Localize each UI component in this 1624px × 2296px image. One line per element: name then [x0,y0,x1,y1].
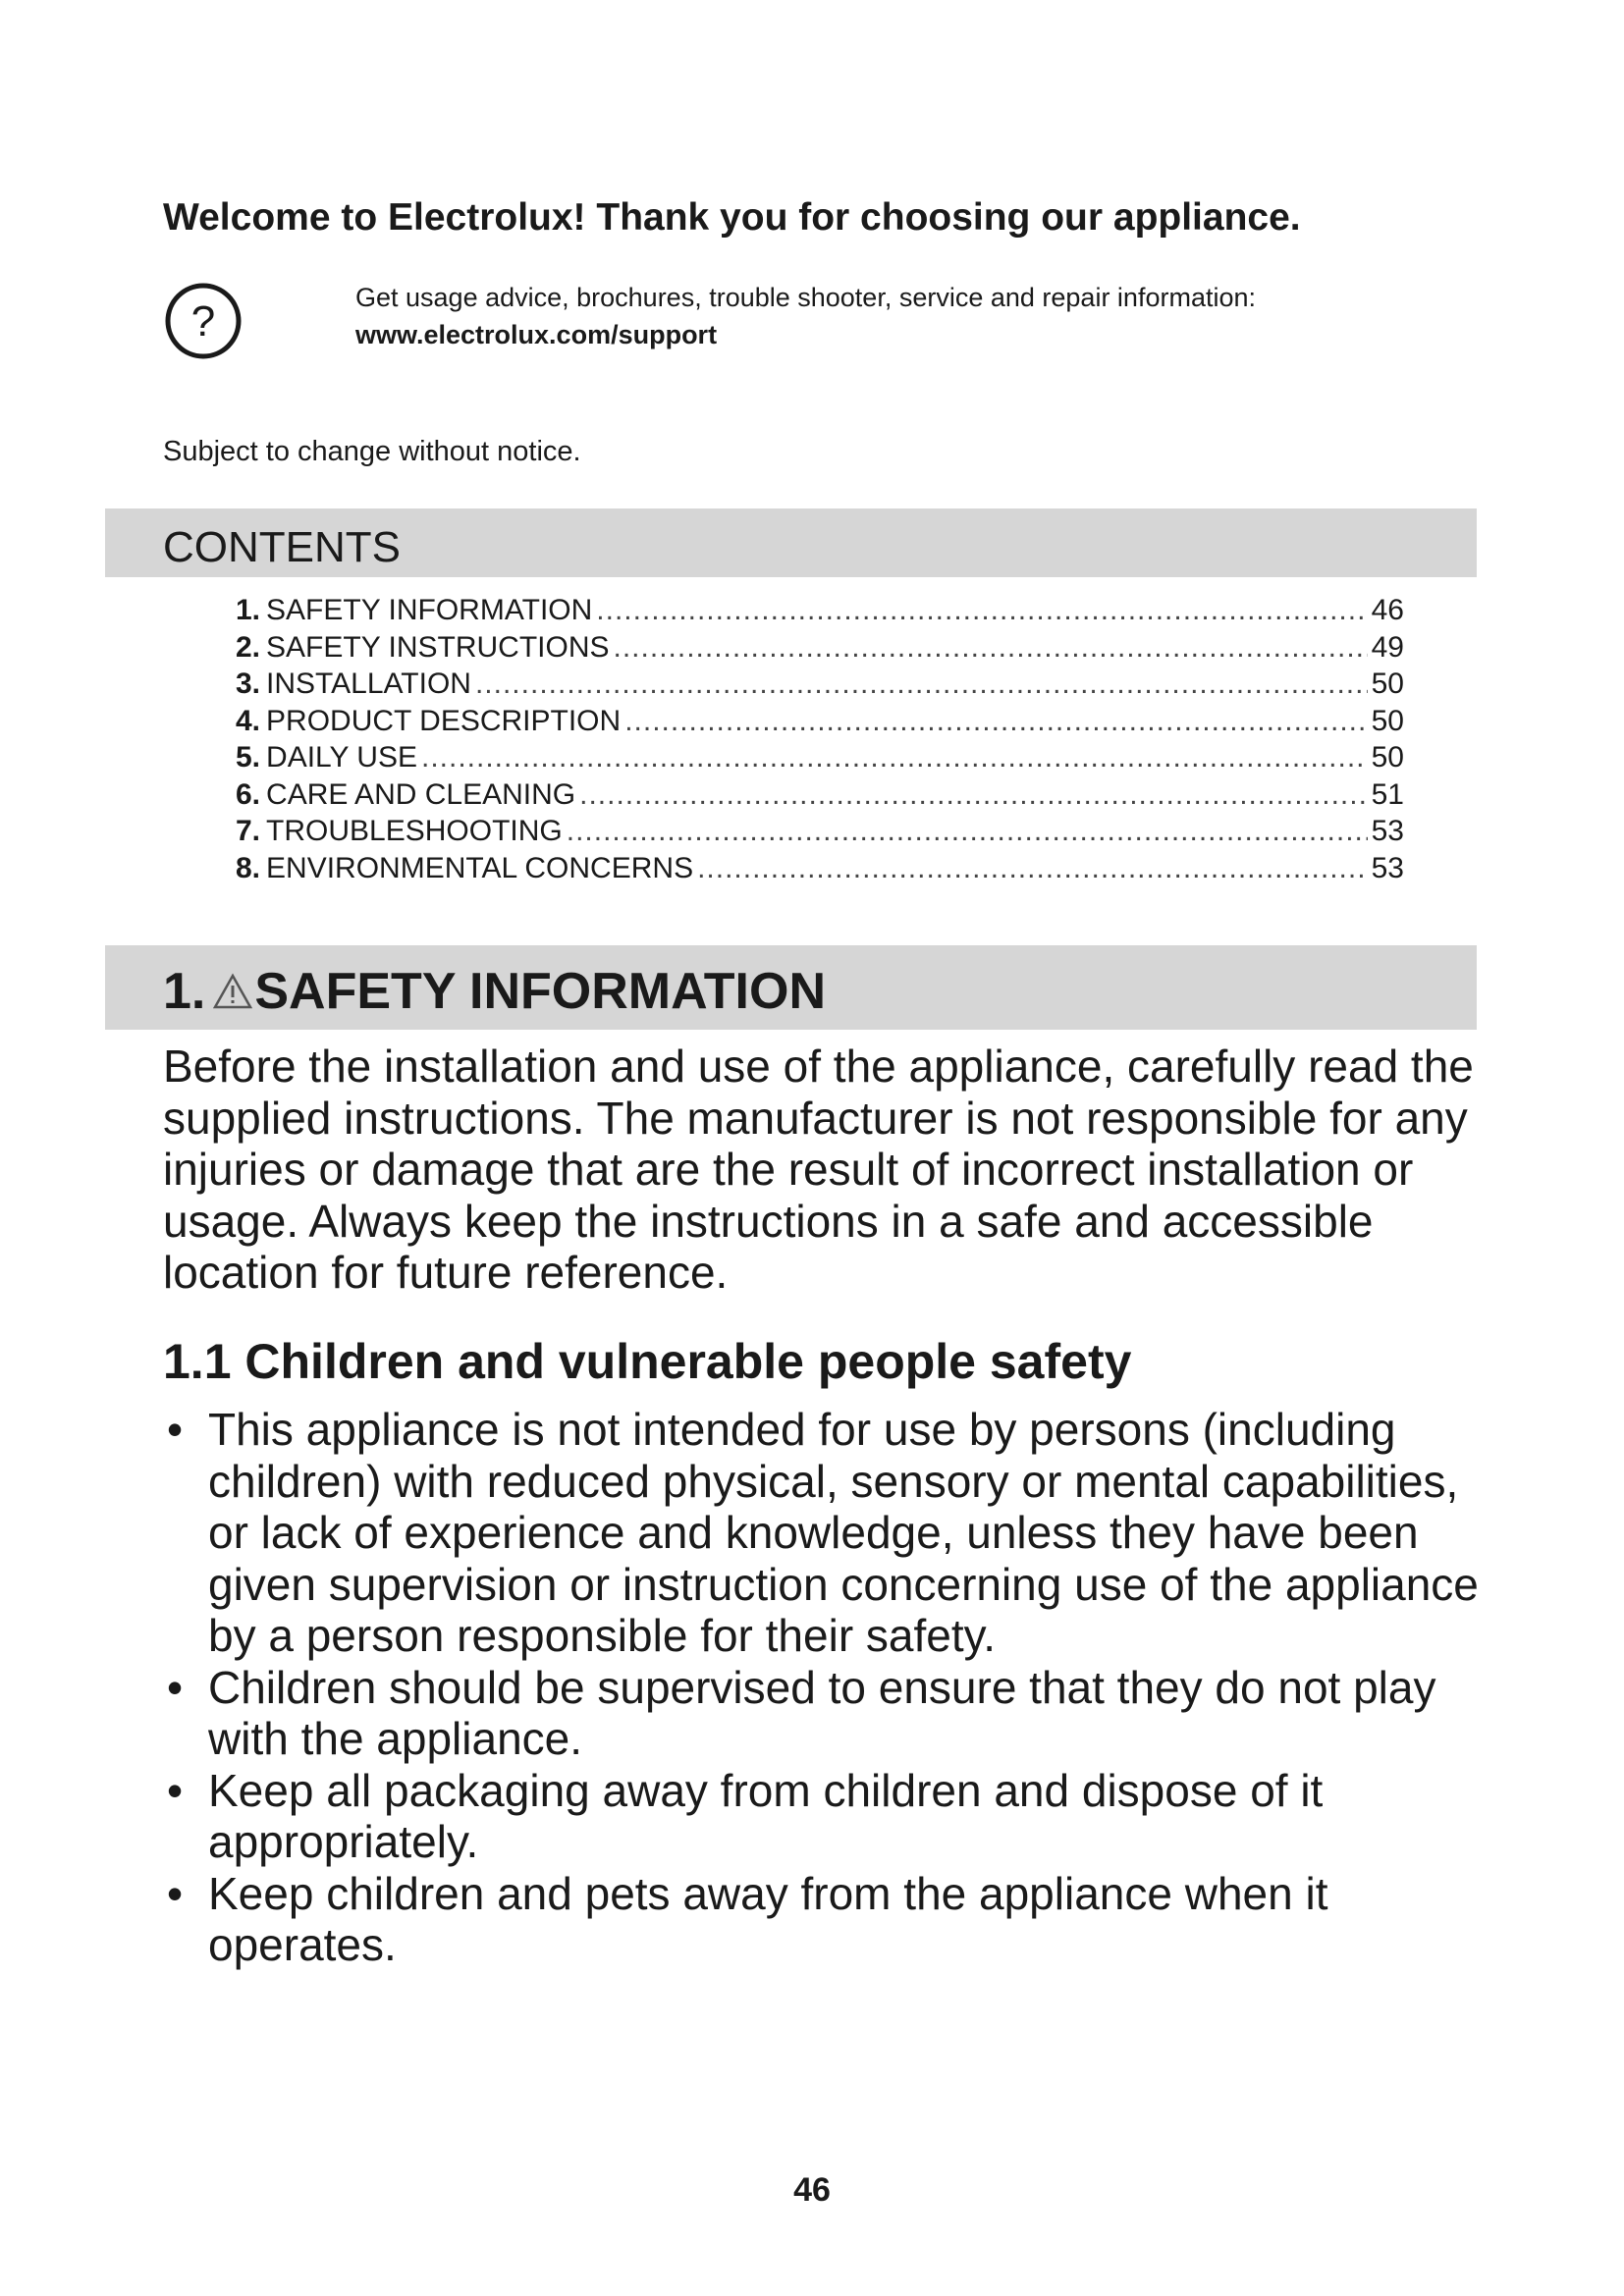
list-item: • Children should be supervised to ensure that they do not play with the appliance. [167,1661,1436,1764]
svg-text:?: ? [190,297,216,346]
subject-to-change-note: Subject to change without notice. [163,436,581,467]
warning-triangle-icon [213,973,252,1010]
toc-item[interactable]: 6. CARE AND CLEANING ..... 51 [236,778,1404,816]
page-number: 46 [793,2171,831,2209]
section-title-text: SAFETY INFORMATION [254,963,826,1020]
toc-item[interactable]: 2. SAFETY INSTRUCTIONS ..... 49 [236,631,1404,668]
toc-item[interactable]: 5. DAILY USE ..... 50 [236,741,1404,778]
list-item: • Keep children and pets away from the appliance when it operates. [167,1867,1328,1970]
list-item: • Keep all packaging away from children and dispose of it appropriately. [167,1764,1324,1867]
welcome-heading: Welcome to Electrolux! Thank you for choosing our appliance. [163,196,1301,239]
toc-item[interactable]: 3. INSTALLATION ..... 50 [236,667,1404,705]
question-circle-icon [164,282,243,360]
toc-item[interactable]: 1. SAFETY INFORMATION ..... 46 [236,594,1404,631]
safety-intro-paragraph: Before the installation and use of the appliance, carefully read the supplied instructions. The manufacturer is not responsible for any injuries or damage that are the result of incorrect installation or usage. Always keep the instructions in a safe and accessible location for future reference. [163,1041,1474,1298]
list-item: • This appliance is not intended for use by persons (including children) with reduced physical, sensory or mental capabilities, or lack of experience and knowledge, unless they have been given supervision or instruction concerning use of the appliance by a person responsible for their safety. [167,1404,1479,1661]
table-of-contents [236,594,1404,888]
section-number: 1. [163,963,206,1020]
toc-item[interactable]: 7. TROUBLESHOOTING ..... 53 [236,815,1404,852]
support-info [355,279,1256,353]
support-description: Get usage advice, brochures, trouble shooter, service and repair information: [355,283,1256,312]
safety-bullet-list [163,1404,1479,1971]
safety-section-title [163,962,826,1021]
toc-item[interactable]: 8. ENVIRONMENTAL CONCERNS ..... 53 [236,852,1404,889]
toc-item[interactable]: 4. PRODUCT DESCRIPTION ..... 50 [236,705,1404,742]
support-url-link[interactable]: www.electrolux.com/support [355,320,718,349]
subsection-title: 1.1 Children and vulnerable people safety [163,1334,1132,1389]
contents-title: CONTENTS [163,523,401,571]
